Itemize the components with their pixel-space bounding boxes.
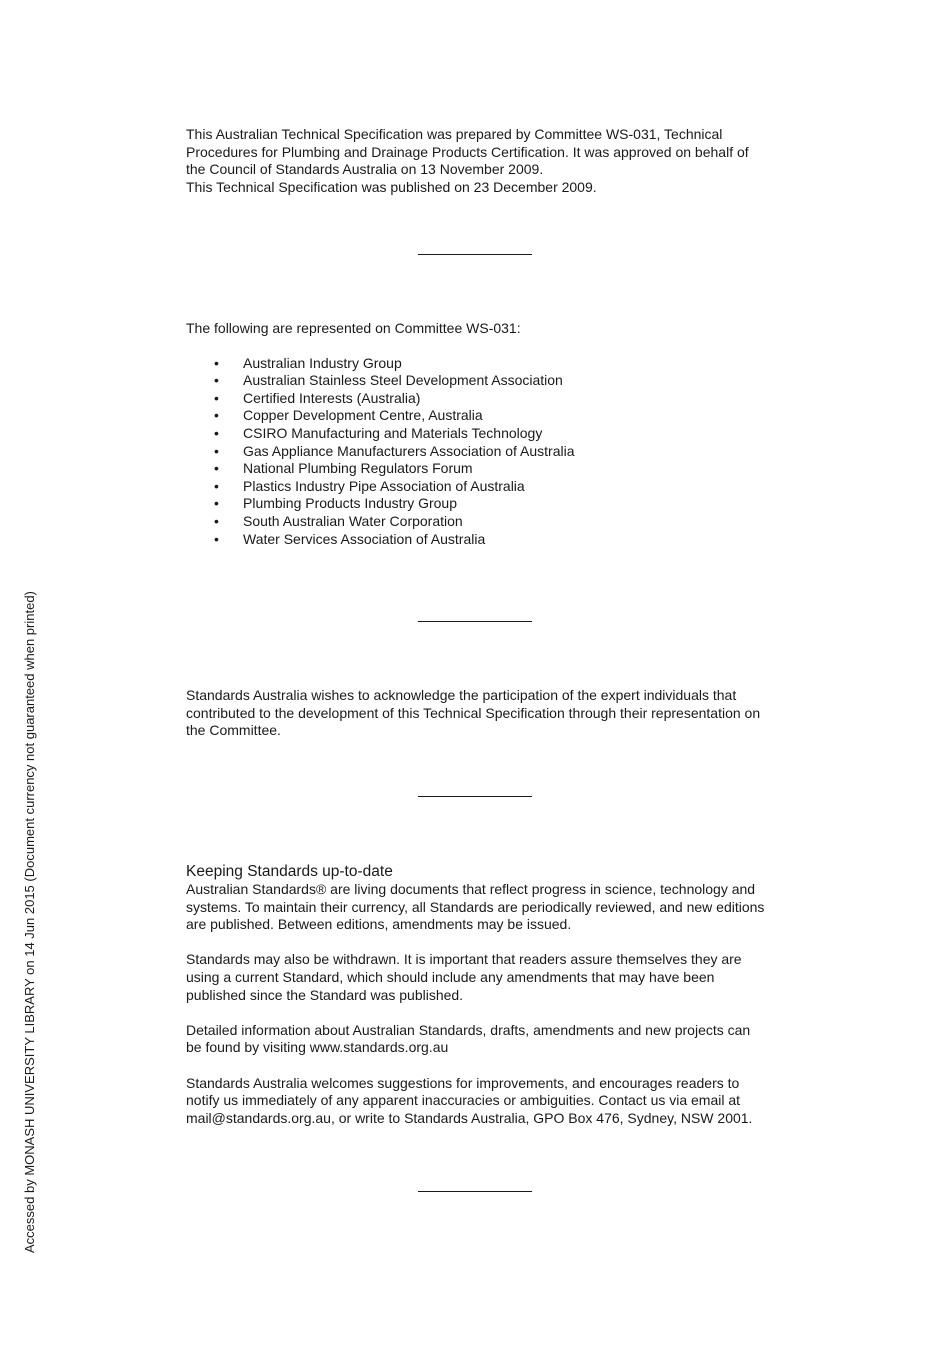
bullet-icon: • <box>214 460 219 477</box>
paragraph-line: using a current Standard, which should include any amendments that may have been <box>186 968 715 985</box>
section-divider <box>418 1191 532 1192</box>
paragraph-line: Detailed information about Australian Standards, drafts, amendments and new projects can <box>186 1021 751 1038</box>
paragraph-line: be found by visiting www.standards.org.au <box>186 1039 449 1056</box>
list-item <box>186 513 776 531</box>
section-heading: Keeping Standards up-to-date <box>186 863 393 880</box>
bullet-icon: • <box>214 372 219 389</box>
list-item <box>186 478 776 496</box>
list-item-label: Water Services Association of Australia <box>243 530 486 547</box>
bullet-icon: • <box>214 530 219 547</box>
list-item <box>186 425 776 443</box>
list-item-label: Australian Industry Group <box>243 354 402 371</box>
section-divider <box>418 796 532 797</box>
keeping-up-to-date-section <box>186 862 776 1127</box>
paragraph-line: Australian Standards® are living documents that reflect progress in science, technology and <box>186 881 756 897</box>
paragraph-line: published since the Standard was published. <box>186 986 464 1003</box>
bullet-icon: • <box>214 424 219 441</box>
publication-line: This Technical Specification was published on 23 December 2009. <box>186 178 597 195</box>
bullet-icon: • <box>214 442 219 459</box>
list-item-label: Plumbing Products Industry Group <box>243 495 457 512</box>
list-item-label: CSIRO Manufacturing and Materials Technology <box>243 424 543 441</box>
approval-line: Procedures for Plumbing and Drainage Products Certification. It was approved on behalf of <box>186 143 749 160</box>
list-item <box>186 443 776 461</box>
committee-list <box>186 355 776 549</box>
paragraph-line: mail@standards.org.au, or write to Standards Australia, GPO Box 476, Sydney, NSW 2001. <box>186 1109 753 1126</box>
paragraph-line: Standards Australia welcomes suggestions for improvements, and encourages readers to <box>186 1074 740 1091</box>
bullet-icon: • <box>214 477 219 494</box>
access-watermark: Accessed by MONASH UNIVERSITY LIBRARY on 14 Jun 2015 (Document currency not guaranteed when printed) <box>22 591 37 1253</box>
committee-section <box>186 320 776 548</box>
section-divider <box>418 621 532 622</box>
list-item <box>186 460 776 478</box>
bullet-icon: • <box>214 354 219 371</box>
bullet-icon: • <box>214 389 219 406</box>
list-item-label: Gas Appliance Manufacturers Association of Australia <box>243 442 575 459</box>
list-item <box>186 390 776 408</box>
acknowledgement-line: Standards Australia wishes to acknowledge the participation of the expert individuals that <box>186 687 737 703</box>
acknowledgement-line: the Committee. <box>186 722 281 739</box>
committee-intro: The following are represented on Committee WS-031: <box>186 320 521 336</box>
list-item <box>186 495 776 513</box>
paragraph-line: systems. To maintain their currency, all Standards are periodically reviewed, and new editions <box>186 898 765 915</box>
list-item <box>186 372 776 390</box>
section-divider <box>418 254 532 255</box>
list-item-label: Copper Development Centre, Australia <box>243 407 483 424</box>
list-item-label: Certified Interests (Australia) <box>243 389 421 406</box>
approval-line: the Council of Standards Australia on 13 November 2009. <box>186 161 544 178</box>
list-item-label: National Plumbing Regulators Forum <box>243 460 473 477</box>
paragraph-line: notify us immediately of any apparent inaccuracies or ambiguities. Contact us via email at <box>186 1092 741 1109</box>
paragraph-line: are published. Between editions, amendments may be issued. <box>186 916 572 933</box>
paragraph-line: Standards may also be withdrawn. It is important that readers assure themselves they are <box>186 951 742 968</box>
bullet-icon: • <box>214 407 219 424</box>
approval-statement <box>186 126 776 196</box>
bullet-icon: • <box>214 512 219 529</box>
acknowledgement-line: contributed to the development of this Technical Specification through their representation on <box>186 704 761 721</box>
list-item <box>186 355 776 373</box>
list-item-label: Plastics Industry Pipe Association of Australia <box>243 477 525 494</box>
bullet-icon: • <box>214 495 219 512</box>
list-item-label: South Australian Water Corporation <box>243 512 463 529</box>
list-item <box>186 531 776 549</box>
acknowledgement-section <box>186 687 776 740</box>
list-item-label: Australian Stainless Steel Development Association <box>243 372 563 389</box>
approval-line: This Australian Technical Specification was prepared by Committee WS-031, Technical <box>186 126 723 142</box>
list-item <box>186 407 776 425</box>
